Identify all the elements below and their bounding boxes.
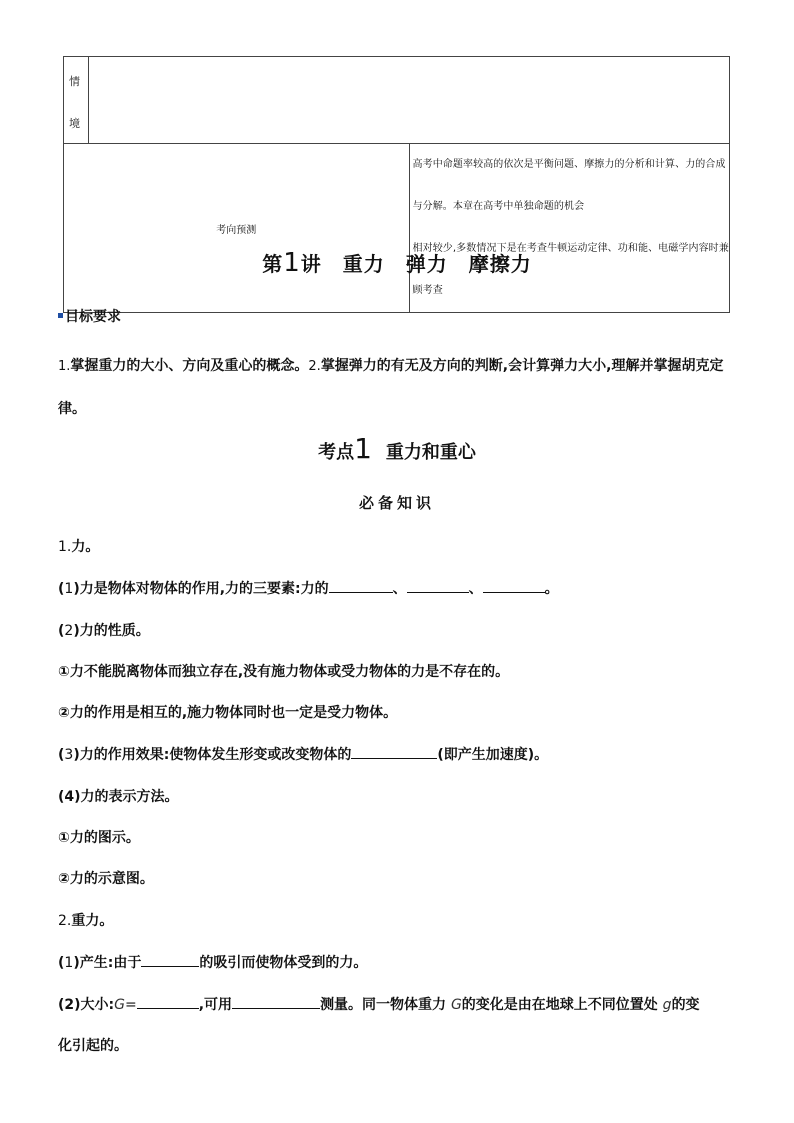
goal-num-1: 1. [58,359,71,374]
forecast-line-1: 高考中命题率较高的依次是平衡问题、摩擦力的分析和计算、力的合成与分解。本章在高考中单独命题的机会 [412,159,726,212]
situation-label-char-1: 情 [69,75,80,88]
separator: 、 [468,581,483,597]
line-text: )力的作用效果:使物体发生形变或改变物体的 [73,747,352,763]
line-number: 2. [58,913,72,929]
line-text: ②力的作用是相互的,施力物体同时也一定是受力物体。 [58,705,398,721]
fill-blank [141,952,199,967]
line-text: 测量。同一物体重力 [320,997,451,1013]
forecast-label: 考向预测 [216,224,257,236]
line-text: )力的性质。 [73,623,150,639]
paren-open: ( [58,747,65,763]
line-text: ①力的图示。 [58,830,140,846]
kaodian-pre: 考点 [318,442,355,463]
line-text: 力。 [71,539,100,555]
square-bullet-icon [58,313,63,318]
line-text: ①力不能脱离物体而独立存在,没有施力物体或受力物体的力是不存在的。 [58,664,510,680]
symbol-G: G [450,997,462,1013]
text-line [58,620,150,640]
line-text: 重力。 [71,913,114,929]
lecture-title [0,248,794,278]
fill-blank [232,994,320,1009]
text-line [58,1035,128,1055]
fill-blank [329,578,393,593]
goal-heading-text: 目标要求 [65,309,121,325]
text-line [58,536,99,556]
forecast-content-cell [409,144,730,313]
text-line [58,702,397,722]
kaodian-title [0,432,794,465]
table-row [64,57,730,144]
goal-item-1: 掌握重力的大小、方向及重心的概念。 [70,358,309,374]
goal-text [58,345,748,431]
line-text: )力是物体对物体的作用,力的三要素:力的 [73,581,329,597]
fill-blank [407,578,469,593]
separator: 、 [392,581,407,597]
text-line [58,786,179,806]
section-subtitle: 必备知识 [358,494,435,512]
text-line [58,868,154,888]
text-line [58,578,559,598]
paren-open: ( [58,955,65,971]
table-row [64,144,730,313]
line-text: 化引起的。 [58,1038,128,1054]
situation-label-char-2: 境 [69,117,80,130]
line-text: (4)力的表示方法。 [58,789,179,805]
line-end: (即产生加速度)。 [437,747,549,763]
line-number: 1 [64,955,74,971]
lecture-number: 1 [283,248,301,278]
text-line [58,952,367,972]
kaodian-post: 重力和重心 [385,442,476,463]
kaodian-number: 1 [354,432,372,465]
paren-open: ( [58,623,65,639]
line-number: 1. [58,539,72,555]
line-number: 1 [64,581,74,597]
lecture-title-post: 讲 重力 弹力 摩擦力 [300,252,532,276]
text-line [58,661,509,681]
line-text: )产生:由于 [73,955,142,971]
goal-item-2: 掌握弹力的有无及方向的判断,会计算弹力大小,理解并掌握胡克定律。 [58,358,724,417]
text-line [58,744,548,764]
line-number: 3 [64,747,74,763]
forecast-line-2: 相对较少,多数情况下是在考查牛顿运动定律、功和能、电磁学内容时兼顾考查 [412,243,729,296]
line-end: 。 [544,581,559,597]
line-text: (2)大小: [58,997,115,1013]
forecast-label-cell [64,144,410,313]
text-line [58,827,140,847]
fill-blank [137,994,199,1009]
line-text: 的变 [671,997,700,1013]
text-line [58,910,113,930]
line-end: 的吸引而使物体受到的力。 [199,955,368,971]
paren-open: ( [58,581,65,597]
lecture-title-pre: 第 [262,252,284,276]
symbol-g: g [662,997,672,1013]
equals-sign: = [125,997,137,1013]
situation-content-cell [89,57,730,144]
situation-label-cell [64,57,89,144]
fill-blank [483,578,545,593]
goal-heading [58,306,121,326]
goal-num-2: 2. [308,359,321,374]
line-text: ②力的示意图。 [58,871,154,887]
symbol-G: G [114,997,125,1013]
line-number: 2 [64,623,74,639]
text-line [58,994,700,1014]
line-text: ,可用 [198,997,233,1013]
line-text: 的变化是由在地球上不同位置处 [461,997,663,1013]
fill-blank [351,744,437,759]
